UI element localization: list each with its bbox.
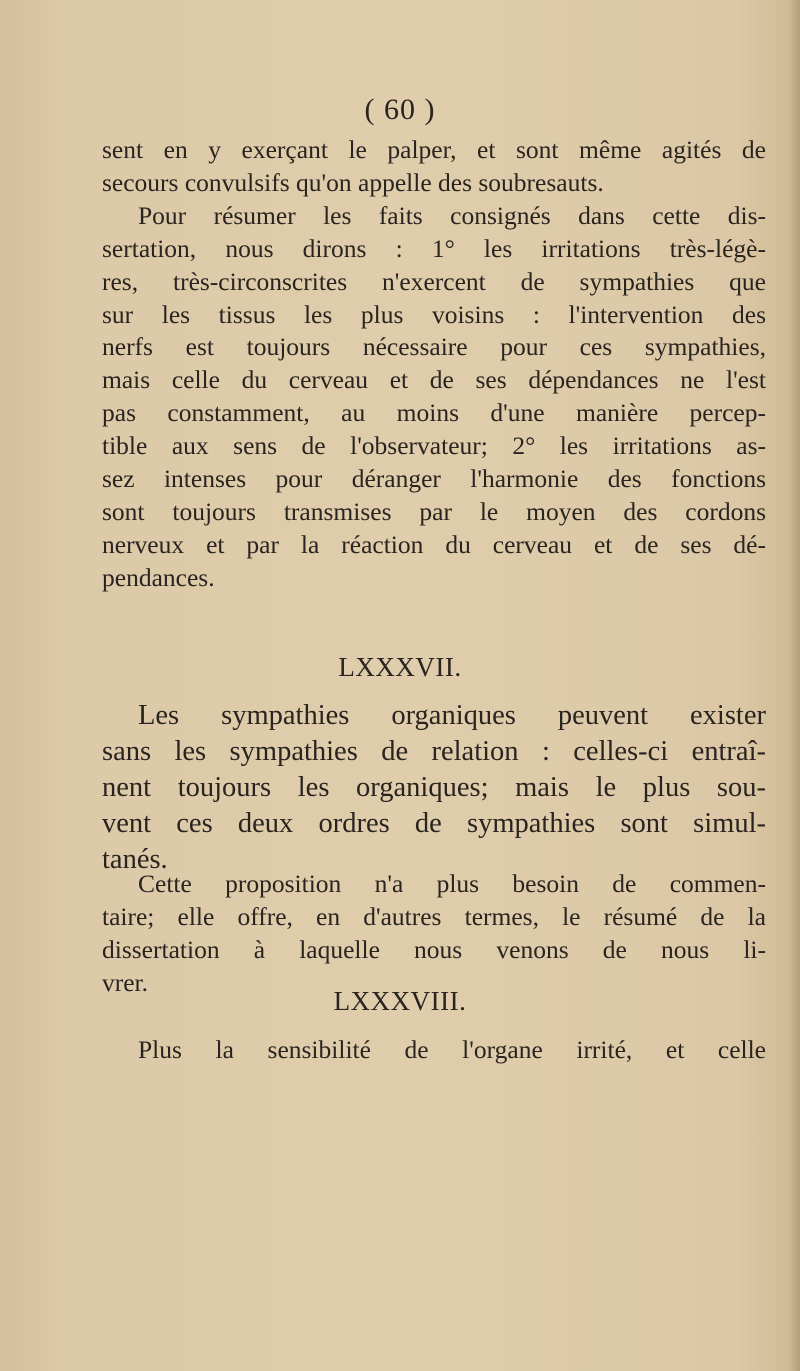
text-line: nerveux et par la réaction du cerveau et de ses dé-	[102, 529, 766, 559]
text-line: Cette proposition n'a plus besoin de commen-	[138, 869, 766, 898]
text-line: nerfs est toujours nécessaire pour ces sympathies,	[102, 332, 766, 362]
text-line: nent toujours les organiques; mais le plus sou-	[102, 772, 766, 803]
text-line: taire; elle offre, en d'autres termes, le résumé de la	[102, 901, 766, 931]
text-line: sent en y exerçant le palper, et sont même agités de	[102, 135, 766, 164]
text-line: secours convulsifs qu'on appelle des soubresauts.	[102, 167, 604, 197]
section-heading: LXXXVII.	[338, 652, 462, 682]
paragraph	[102, 868, 766, 1000]
text-line: sans les sympathies de relation : celles-ci entraî-	[102, 736, 766, 767]
text-line: tanés.	[102, 844, 168, 875]
text-line: sez intenses pour déranger l'harmonie des fonctions	[102, 464, 766, 494]
text-line: pendances.	[102, 562, 215, 592]
text-line: Plus la sensibilité de l'organe irrité, et celle	[138, 1035, 766, 1064]
text-line: dissertation à laquelle nous venons de nous li-	[102, 934, 766, 964]
text-line: mais celle du cerveau et de ses dépendances ne l'est	[102, 365, 766, 395]
text-line: Pour résumer les faits consignés dans cette dis-	[138, 200, 766, 230]
text-line: sur les tissus les plus voisins : l'intervention des	[102, 299, 766, 329]
text-line: pas constamment, au moins d'une manière percep-	[102, 398, 766, 428]
paragraph-continuation	[102, 134, 766, 595]
page-number: ( 60 )	[364, 93, 436, 126]
paragraph	[102, 1034, 766, 1067]
text-line: vrer.	[102, 967, 149, 997]
page-edge-shadow	[788, 0, 800, 1371]
text-line: res, très-circonscrites n'exercent de sympathies que	[102, 266, 766, 296]
text-line: tible aux sens de l'observateur; 2° les irritations as-	[102, 431, 766, 461]
paragraph	[102, 698, 766, 878]
text-line: sertation, nous dirons : 1° les irritations très-légè-	[102, 233, 766, 263]
section-heading: LXXXVIII.	[333, 986, 467, 1016]
text-line: Les sympathies organiques peuvent exister	[138, 700, 766, 731]
text-line: sont toujours transmises par le moyen des cordons	[102, 496, 766, 526]
text-line: vent ces deux ordres de sympathies sont simul-	[102, 808, 766, 839]
